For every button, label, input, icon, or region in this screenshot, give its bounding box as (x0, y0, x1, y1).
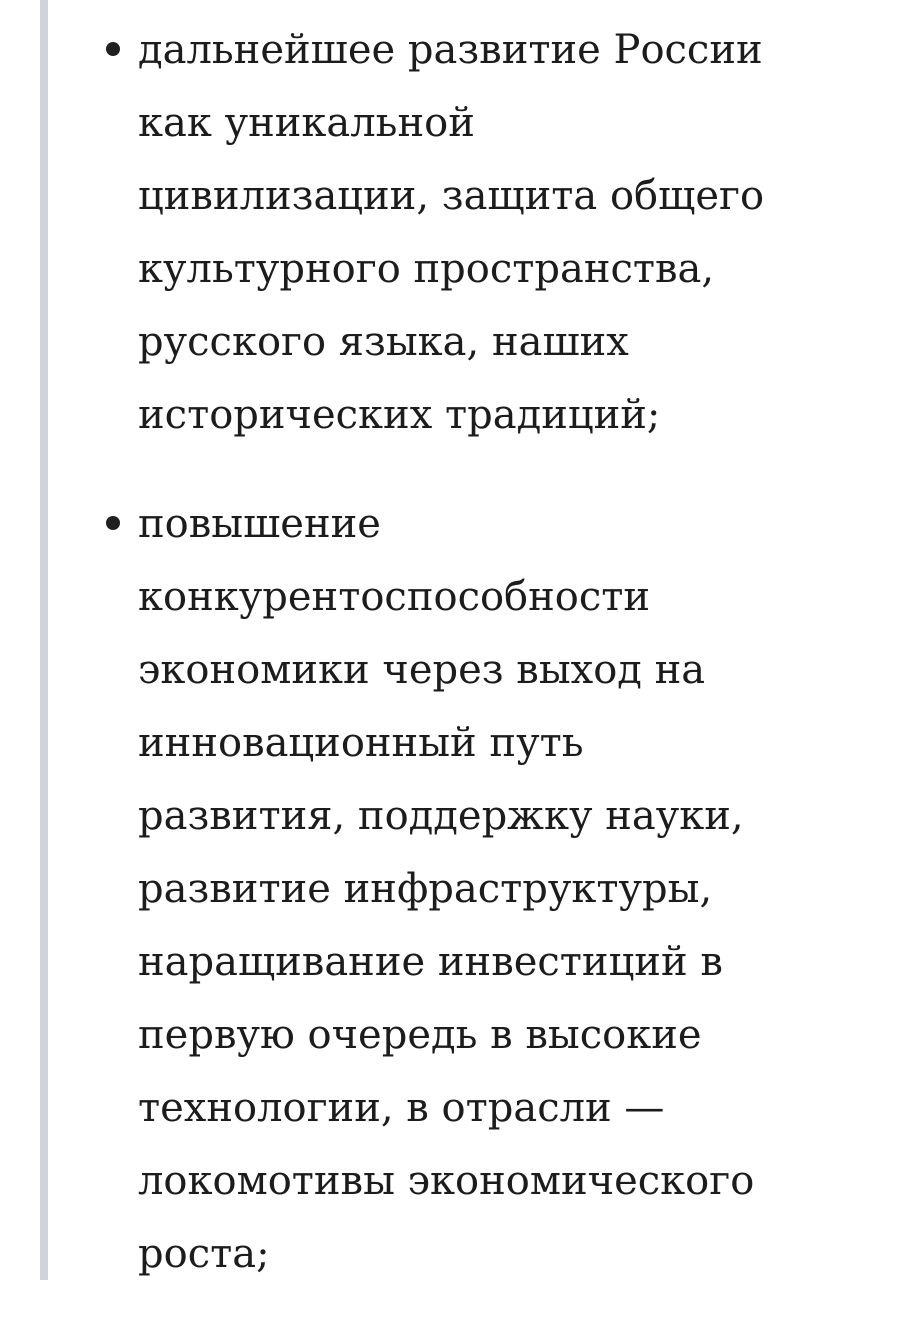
list-item (0, 488, 915, 1291)
text-line: исторических традиций; (138, 392, 661, 438)
text-line: как уникальной (138, 100, 475, 146)
bullet-icon (106, 516, 120, 530)
bullet-list (0, 14, 915, 1327)
text-line: культурного пространства, (138, 246, 715, 292)
text-line: экономики через выход на (138, 647, 706, 693)
text-line: локомотивы экономического (138, 1158, 755, 1204)
text-line: цивилизации, защита общего (138, 173, 765, 219)
bullet-icon (106, 42, 120, 56)
text-line: дальнейшее развитие России (138, 27, 763, 73)
list-item-text (138, 488, 838, 1291)
text-line: развитие инфраструктуры, (138, 866, 713, 912)
text-line: технологии, в отрасли — (138, 1085, 665, 1131)
text-line: конкурентоспособности (138, 574, 651, 620)
text-line: роста; (138, 1231, 270, 1277)
text-line: наращивание инвестиций в (138, 939, 723, 985)
text-line: повышение (138, 501, 381, 547)
text-line: инновационный путь (138, 720, 584, 766)
list-item-text (138, 14, 838, 452)
text-line: первую очередь в высокие (138, 1012, 702, 1058)
list-item (0, 14, 915, 452)
text-line: русского языка, наших (138, 319, 629, 365)
text-line: развития, поддержку науки, (138, 793, 744, 839)
